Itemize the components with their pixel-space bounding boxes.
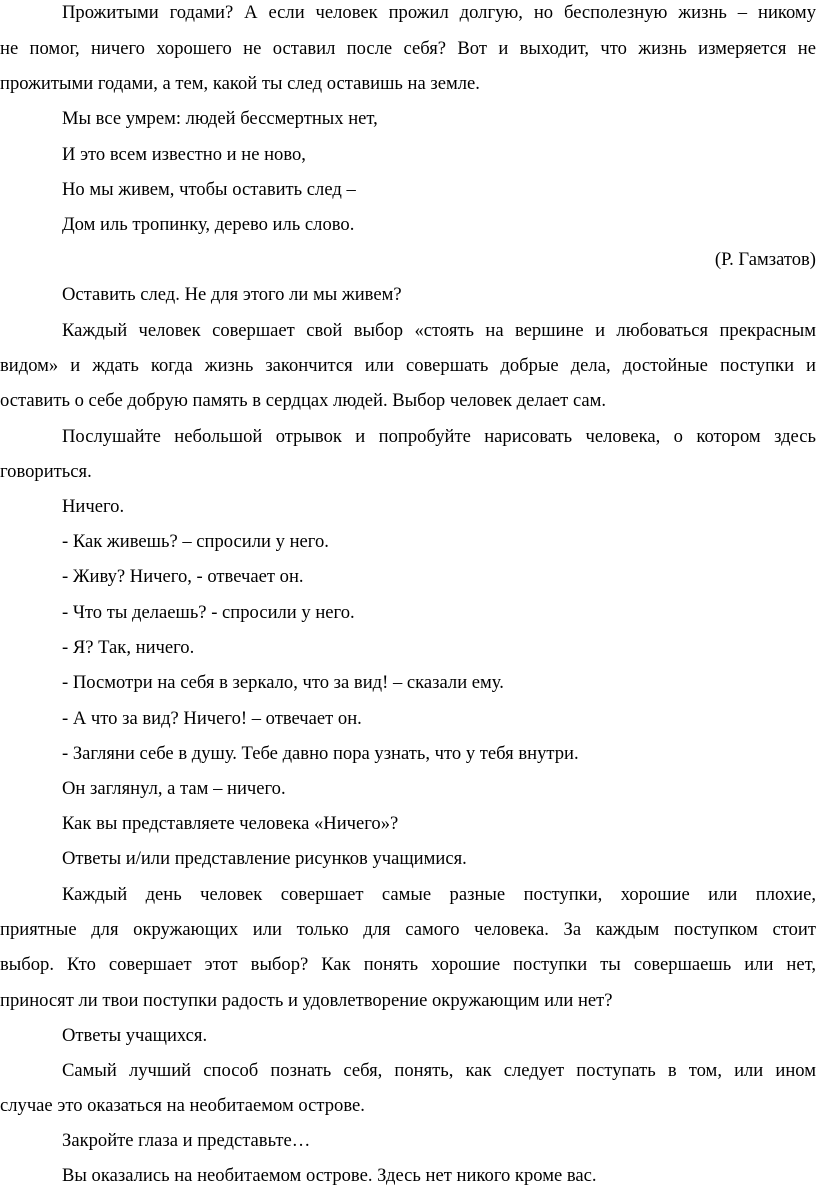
text-line: говориться. [0,461,92,482]
text-line: Послушайте небольшой отрывок и попробуйте нарисовать человека, о котором здесь [62,426,816,447]
text-line: Закройте глаза и представьте… [62,1130,311,1151]
dialogue-line: - Как живешь? – спросили у него. [62,531,329,552]
dialogue-line: - Загляни себе в душу. Тебе давно пора узнать, что у тебя внутри. [62,743,579,764]
text-line: Вы оказались на необитаемом острове. Здесь нет никого кроме вас. [62,1165,597,1186]
text-line: случае это оказаться на необитаемом острове. [0,1095,365,1116]
text-line: Ничего. [62,496,125,517]
text-line: не помог, ничего хорошего не оставил после себя? Вот и выходит, что жизнь измеряется не [0,38,816,59]
text-line: выбор. Кто совершает этот выбор? Как понять хорошие поступки ты совершаешь или нет, [0,954,816,975]
text-line: Самый лучший способ познать себя, понять, как следует поступать в том, или ином [62,1060,816,1081]
dialogue-line: - Я? Так, ничего. [62,637,195,658]
text-line: Каждый день человек совершает самые разные поступки, хорошие или плохие, [62,884,816,905]
text-line: видом» и ждать когда жизнь закончится или совершать добрые дела, достойные поступки и [0,355,816,376]
text-line: приносят ли твои поступки радость и удовлетворение окружающим или нет? [0,990,613,1011]
text-line: Каждый человек совершает свой выбор «стоять на вершине и любоваться прекрасным [62,320,816,341]
text-line: Ответы учащихся. [62,1025,208,1046]
dialogue-line: - Посмотри на себя в зеркало, что за вид! – сказали ему. [62,672,504,693]
poem-line: Но мы живем, чтобы оставить след – [62,179,356,200]
poem-line: И это всем известно и не ново, [62,144,306,165]
poem-line: Дом иль тропинку, дерево иль слово. [62,214,355,235]
text-line: Оставить след. Не для этого ли мы живем? [62,284,402,305]
dialogue-line: - А что за вид? Ничего! – отвечает он. [62,708,362,729]
dialogue-line: - Живу? Ничего, - отвечает он. [62,566,304,587]
dialogue-line: - Что ты делаешь? - спросили у него. [62,602,355,623]
text-line: Прожитыми годами? А если человек прожил долгую, но бесполезную жизнь – никому [62,2,816,23]
text-line: прожитыми годами, а тем, какой ты след оставишь на земле. [0,73,480,94]
text-line: Он заглянул, а там – ничего. [62,778,286,799]
text-line: Как вы представляете человека «Ничего»? [62,813,399,834]
poem-line: Мы все умрем: людей бессмертных нет, [62,108,378,129]
text-line: оставить о себе добрую память в сердцах людей. Выбор человек делает сам. [0,390,607,411]
text-line: Ответы и/или представление рисунков учащимися. [62,848,467,869]
poem-attribution: (Р. Гамзатов) [714,249,816,270]
text-line: приятные для окружающих или только для самого человека. За каждым поступком стоит [0,919,816,940]
